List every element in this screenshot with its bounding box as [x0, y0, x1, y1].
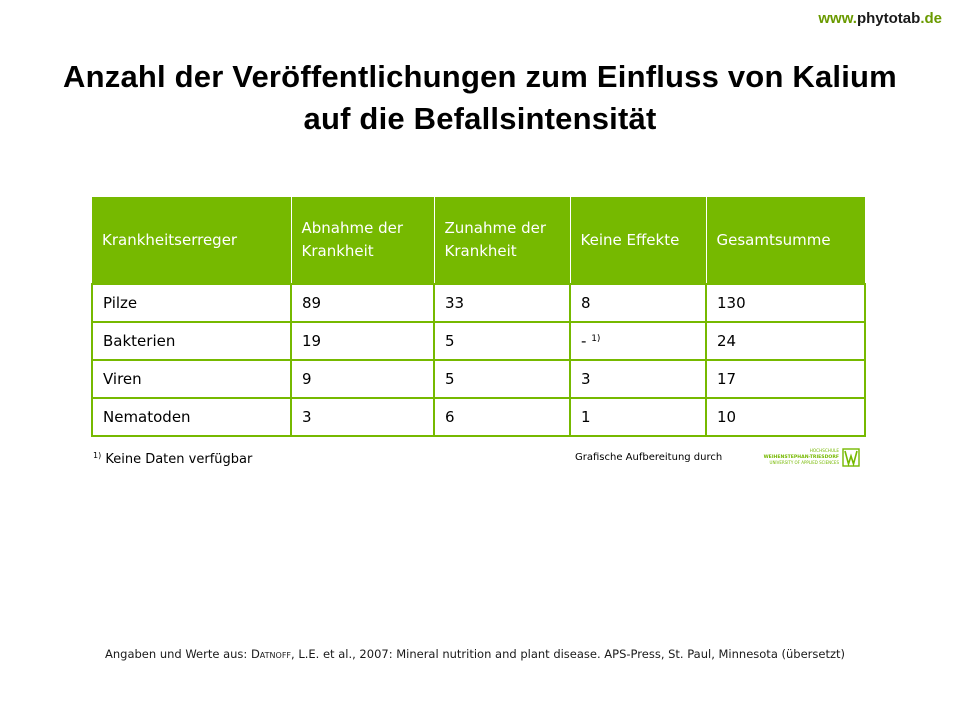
cell-increase: 5 [434, 322, 570, 360]
header-decrease: Abnahme der Krankheit [291, 197, 434, 284]
publications-table [91, 197, 866, 437]
header-pathogen: Krankheitserreger [92, 197, 291, 284]
cell-pathogen: Pilze [92, 284, 291, 322]
table-row [92, 398, 865, 436]
cell-increase: 5 [434, 360, 570, 398]
table-row [92, 284, 865, 322]
site-url-domain: phytotab [856, 10, 921, 27]
logo-line-2: WEIHENSTEPHAN-TRIESDORF [763, 455, 839, 460]
cell-no-effect [570, 322, 706, 360]
cell-total: 10 [706, 398, 865, 436]
logo-mark-icon [843, 449, 859, 466]
source-prefix: Angaben und Werte aus: [105, 647, 251, 661]
table-row [92, 360, 865, 398]
cell-increase: 6 [434, 398, 570, 436]
cell-no-effect: 1 [570, 398, 706, 436]
site-url [818, 10, 942, 27]
source-citation [105, 646, 857, 663]
university-logo [745, 447, 861, 469]
cell-pathogen: Nematoden [92, 398, 291, 436]
footnote-marker-label: 1) [93, 451, 102, 460]
footnote-marker: 1) [591, 334, 601, 344]
cell-no-effect: 3 [570, 360, 706, 398]
table-row [92, 322, 865, 360]
logo-line-3: UNIVERSITY OF APPLIED SCIENCES [769, 460, 839, 465]
credit-text: Grafische Aufbereitung durch [575, 452, 723, 463]
cell-pathogen: Bakterien [92, 322, 291, 360]
cell-total: 24 [706, 322, 865, 360]
slide-title: Anzahl der Veröffentlichungen zum Einfluss von Kalium auf die Befallsintensität [63, 59, 897, 136]
cell-total: 17 [706, 360, 865, 398]
cell-no-effect-value: - [581, 332, 592, 350]
cell-increase: 33 [434, 284, 570, 322]
logo-line-1: HOCHSCHULE [809, 448, 839, 453]
site-url-tld: .de [920, 10, 942, 27]
table-header-row [92, 197, 865, 284]
cell-total: 130 [706, 284, 865, 322]
header-total: Gesamtsumme [706, 197, 865, 284]
header-no-effect: Keine Effekte [570, 197, 706, 284]
cell-no-effect: 8 [570, 284, 706, 322]
cell-pathogen: Viren [92, 360, 291, 398]
source-author: Datnoff [250, 647, 292, 661]
header-increase: Zunahme der Krankheit [434, 197, 570, 284]
site-url-prefix: www. [818, 10, 857, 27]
cell-decrease: 9 [291, 360, 434, 398]
cell-decrease: 19 [291, 322, 434, 360]
footnote [93, 451, 252, 467]
cell-decrease: 3 [291, 398, 434, 436]
footnote-text: Keine Daten verfügbar [101, 452, 253, 467]
source-suffix: , L.E. et al., 2007: Mineral nutrition and plant disease. APS-Press, St. Paul, Minnesota (übersetzt) [291, 647, 846, 661]
cell-decrease: 89 [291, 284, 434, 322]
